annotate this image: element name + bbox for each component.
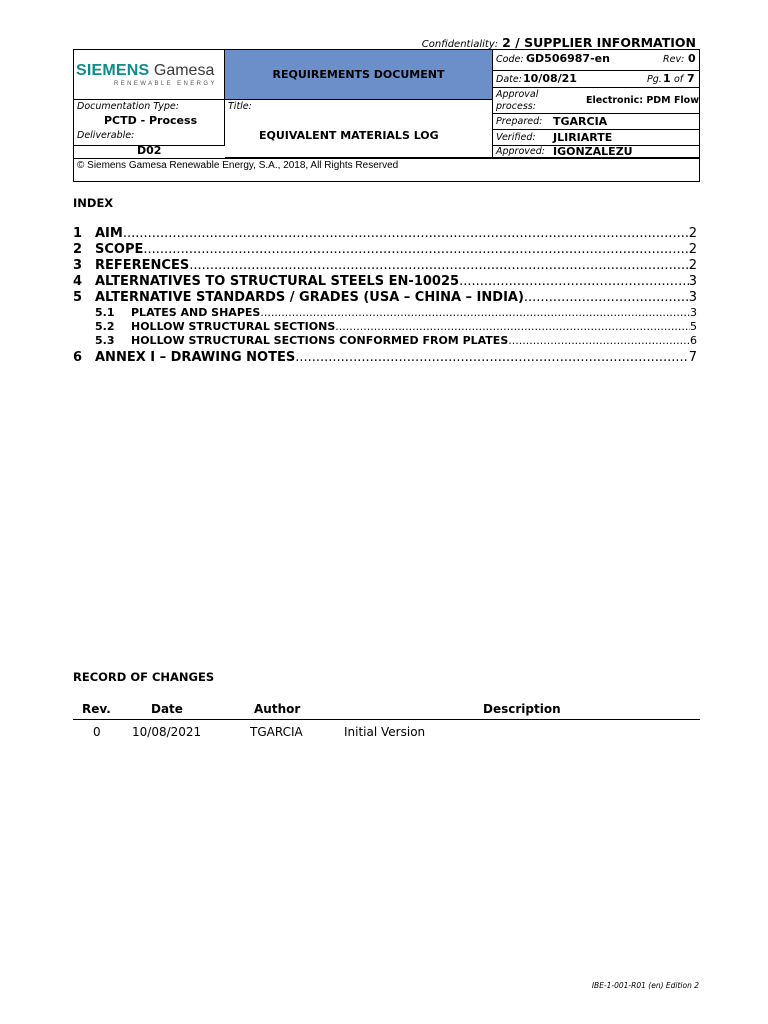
toc-text: SCOPE	[95, 242, 144, 257]
document-title: EQUIVALENT MATERIALS LOG	[259, 129, 439, 142]
logo-name: Gamesa	[153, 62, 215, 79]
toc-text: REFERENCES	[95, 258, 190, 273]
cell-description: Initial Version	[344, 725, 426, 739]
index-heading: INDEX	[73, 196, 114, 210]
approval-row	[493, 88, 700, 114]
toc-leader	[459, 274, 689, 289]
toc-leader	[508, 334, 690, 347]
logo-brand: SIEMENS	[76, 62, 150, 79]
toc-entry[interactable]	[73, 242, 697, 257]
prepared-label: Prepared:	[496, 116, 543, 127]
page-label: Pg.	[647, 74, 662, 85]
toc-leader	[295, 350, 689, 365]
confidentiality-line	[422, 35, 696, 50]
approval-value: Electronic: PDM Flow	[586, 95, 699, 106]
toc-leader	[143, 242, 688, 257]
cell-author: TGARCIA	[250, 725, 303, 739]
code-value: GD506987-en	[526, 52, 610, 65]
toc-number: 5.1	[95, 306, 115, 319]
toc-number: 5.3	[95, 334, 115, 347]
toc-leader	[335, 320, 690, 333]
toc-page: 7	[688, 350, 697, 365]
doctype-cell	[74, 100, 225, 146]
toc-page: 5	[690, 320, 697, 333]
approved-row	[493, 146, 700, 158]
toc-leader	[524, 290, 689, 305]
column-header-description: Description	[483, 702, 561, 716]
toc-number: 6	[73, 350, 83, 365]
toc-number: 5.2	[95, 320, 115, 333]
toc-leader	[189, 258, 689, 273]
toc-text: ALTERNATIVE STANDARDS / GRADES (USA – CHINA – INDIA)	[95, 290, 524, 305]
date-value: 10/08/21	[523, 72, 577, 85]
column-header-date: Date	[151, 702, 183, 716]
table-header-rule	[73, 719, 700, 720]
toc-subentry[interactable]	[95, 306, 697, 319]
toc-entry[interactable]	[73, 226, 697, 241]
deliverable-cell	[74, 146, 225, 158]
toc-leader	[123, 226, 689, 241]
toc-page: 2	[688, 226, 697, 241]
toc-number: 3	[73, 258, 83, 273]
approved-value: IGONZALEZU	[553, 145, 633, 158]
toc-text: HOLLOW STRUCTURAL SECTIONS CONFORMED FROM PLATES	[131, 334, 509, 347]
prepared-row	[493, 114, 700, 130]
page-total: 7	[687, 72, 695, 85]
rev-value: 0	[688, 52, 696, 65]
rev-label: Rev:	[663, 54, 685, 65]
copyright-notice: © Siemens Gamesa Renewable Energy, S.A., 2018, All Rights Reserved	[77, 160, 399, 171]
toc-page: 3	[690, 306, 697, 319]
column-header-author: Author	[254, 702, 301, 716]
form-code: IBE-1-001-R01 (en) Edition 2	[591, 981, 699, 990]
date-row	[493, 71, 700, 88]
toc-text: HOLLOW STRUCTURAL SECTIONS	[131, 320, 336, 333]
toc-number: 5	[73, 290, 83, 305]
prepared-value: TGARCIA	[553, 115, 608, 128]
logo-tagline: RENEWABLE ENERGY	[114, 81, 217, 87]
toc-text: AIM	[95, 226, 123, 241]
toc-text: ALTERNATIVES TO STRUCTURAL STEELS EN-10025	[95, 274, 460, 289]
toc-leader	[260, 306, 690, 319]
confidentiality-value: 2 / SUPPLIER INFORMATION	[502, 35, 696, 50]
toc-subentry[interactable]	[95, 320, 697, 333]
title-label: Title:	[228, 101, 252, 112]
deliverable-label: Deliverable:	[77, 130, 135, 141]
page-value: 1	[663, 72, 671, 85]
document-header-table	[73, 49, 700, 182]
date-label: Date:	[496, 74, 522, 85]
toc-entry[interactable]	[73, 274, 697, 289]
company-logo	[76, 62, 214, 80]
cell-rev: 0	[93, 725, 101, 739]
record-of-changes-heading: RECORD OF CHANGES	[73, 670, 215, 684]
confidentiality-label: Confidentiality:	[421, 39, 499, 50]
column-header-rev: Rev.	[82, 702, 111, 716]
toc-entry[interactable]	[73, 350, 697, 365]
approved-label: Approved:	[496, 146, 545, 157]
doctype-value: PCTD - Process	[104, 114, 198, 127]
code-row	[493, 50, 700, 71]
toc-text: PLATES AND SHAPES	[131, 306, 261, 319]
toc-entry[interactable]	[73, 258, 697, 273]
cell-date: 10/08/2021	[132, 725, 202, 739]
title-cell	[225, 100, 493, 158]
verified-label: Verified:	[496, 132, 536, 143]
toc-number: 1	[73, 226, 83, 241]
verified-row	[493, 130, 700, 146]
toc-page: 2	[688, 258, 697, 273]
toc-number: 4	[73, 274, 83, 289]
of-label: of	[674, 74, 684, 85]
code-label: Code:	[496, 54, 524, 65]
header-divider	[74, 158, 699, 159]
toc-page: 2	[688, 242, 697, 257]
toc-page: 6	[690, 334, 697, 347]
doc-kind: REQUIREMENTS DOCUMENT	[272, 68, 445, 81]
toc-text: ANNEX I – DRAWING NOTES	[95, 350, 296, 365]
approval-label: Approval process:	[496, 89, 539, 112]
toc-page: 3	[688, 274, 697, 289]
doctype-label: Documentation Type:	[77, 101, 179, 112]
doc-kind-cell	[225, 50, 493, 100]
toc-entry[interactable]	[73, 290, 697, 305]
toc-page: 3	[688, 290, 697, 305]
verified-value: JLIRIARTE	[553, 131, 613, 144]
toc-subentry[interactable]	[95, 334, 697, 347]
toc-number: 2	[73, 242, 83, 257]
logo-cell	[74, 50, 225, 100]
deliverable-value: D02	[137, 144, 162, 157]
